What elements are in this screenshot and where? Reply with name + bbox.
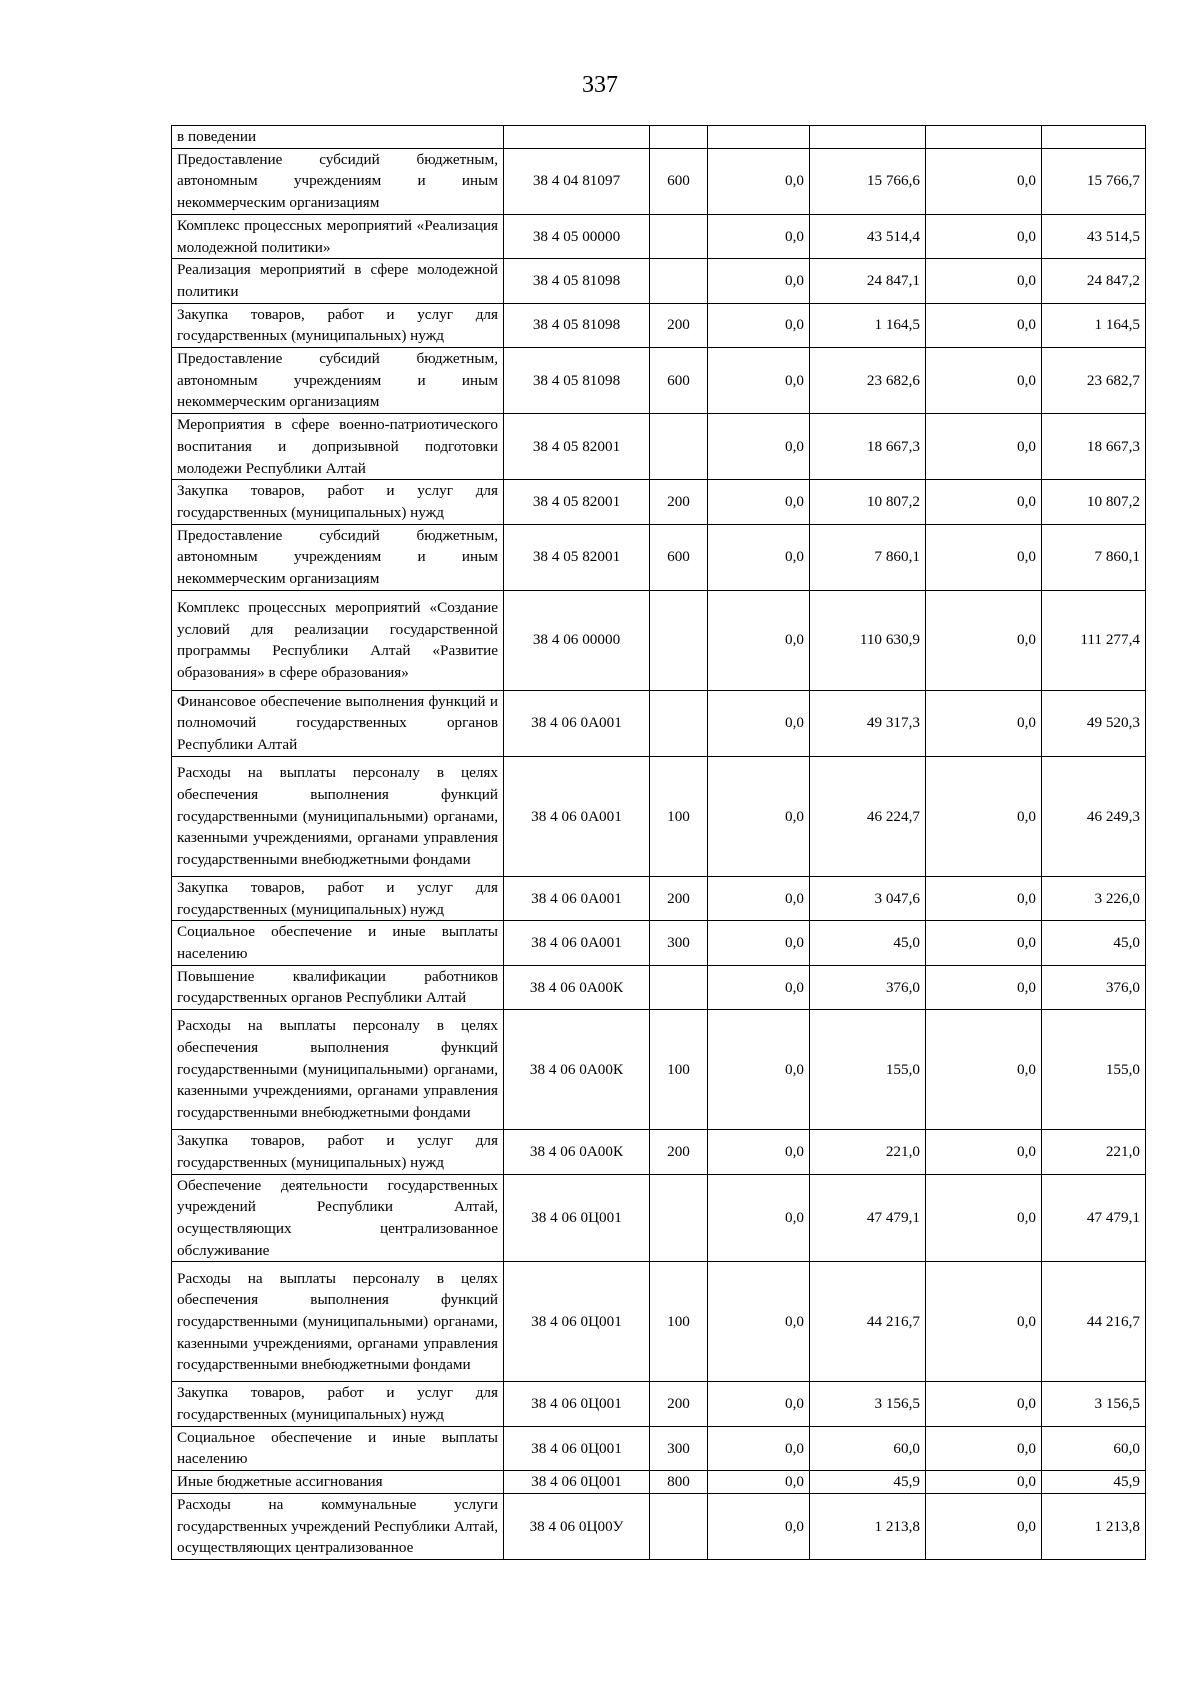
row-code-cell: 38 4 05 82001 <box>504 524 650 590</box>
table-row <box>172 1382 1146 1426</box>
row-value-cell-1: 0,0 <box>708 214 810 258</box>
row-value-cell-1: 0,0 <box>708 1382 810 1426</box>
row-value-cell-2: 45,9 <box>810 1471 926 1494</box>
row-value-cell-1: 0,0 <box>708 1174 810 1262</box>
row-value-cell-1: 0,0 <box>708 259 810 303</box>
row-name-cell: Предоставление субсидий бюджетным, автономным учреждениям и иным некоммерческим организациям <box>172 524 504 590</box>
row-value-cell-3: 0,0 <box>926 1493 1042 1559</box>
row-name-cell: Финансовое обеспечение выполнения функций и полномочий государственных органов Республики Алтай <box>172 690 504 756</box>
row-code-cell: 38 4 06 0А00К <box>504 1130 650 1174</box>
row-value-cell-4: 49 520,3 <box>1042 690 1146 756</box>
row-value-cell-3: 0,0 <box>926 524 1042 590</box>
row-expense-type-cell: 100 <box>650 756 708 876</box>
row-name-cell: Предоставление субсидий бюджетным, автономным учреждениям и иным некоммерческим организациям <box>172 148 504 214</box>
table-row <box>172 524 1146 590</box>
row-name-cell: Расходы на выплаты персоналу в целях обеспечения выполнения функций государственными (муниципальными) органами, казенными учреждениями, органами управления государственными внебюджетными фондами <box>172 1262 504 1382</box>
table-row <box>172 348 1146 414</box>
row-code-cell: 38 4 06 0Ц00У <box>504 1493 650 1559</box>
row-value-cell-2: 60,0 <box>810 1426 926 1470</box>
row-value-cell-2: 23 682,6 <box>810 348 926 414</box>
table-row <box>172 1010 1146 1130</box>
row-value-cell-2: 221,0 <box>810 1130 926 1174</box>
row-value-cell-1: 0,0 <box>708 1426 810 1470</box>
row-value-cell-3: 0,0 <box>926 1130 1042 1174</box>
row-expense-type-cell: 200 <box>650 1130 708 1174</box>
row-value-cell-2 <box>810 126 926 149</box>
row-code-cell: 38 4 06 0А001 <box>504 876 650 920</box>
row-value-cell-3: 0,0 <box>926 414 1042 480</box>
row-expense-type-cell: 100 <box>650 1262 708 1382</box>
row-value-cell-3: 0,0 <box>926 1010 1042 1130</box>
table-row <box>172 480 1146 524</box>
row-value-cell-4: 376,0 <box>1042 965 1146 1009</box>
row-expense-type-cell <box>650 1174 708 1262</box>
table-row <box>172 921 1146 965</box>
row-name-cell: Реализация мероприятий в сфере молодежной политики <box>172 259 504 303</box>
row-value-cell-3: 0,0 <box>926 259 1042 303</box>
row-value-cell-2: 46 224,7 <box>810 756 926 876</box>
row-value-cell-1: 0,0 <box>708 524 810 590</box>
row-value-cell-1: 0,0 <box>708 1493 810 1559</box>
row-code-cell: 38 4 05 81098 <box>504 259 650 303</box>
row-value-cell-2: 3 047,6 <box>810 876 926 920</box>
row-expense-type-cell: 300 <box>650 921 708 965</box>
row-value-cell-1: 0,0 <box>708 148 810 214</box>
row-name-cell: Расходы на выплаты персоналу в целях обеспечения выполнения функций государственными (муниципальными) органами, казенными учреждениями, органами управления государственными внебюджетными фондами <box>172 1010 504 1130</box>
row-code-cell: 38 4 05 82001 <box>504 414 650 480</box>
row-code-cell: 38 4 06 0Ц001 <box>504 1174 650 1262</box>
row-value-cell-2: 376,0 <box>810 965 926 1009</box>
row-expense-type-cell: 100 <box>650 1010 708 1130</box>
row-value-cell-3: 0,0 <box>926 148 1042 214</box>
row-expense-type-cell <box>650 214 708 258</box>
row-value-cell-2: 3 156,5 <box>810 1382 926 1426</box>
row-value-cell-3: 0,0 <box>926 348 1042 414</box>
row-value-cell-3: 0,0 <box>926 480 1042 524</box>
row-name-cell: Мероприятия в сфере военно-патриотического воспитания и допризывной подготовки молодежи Республики Алтай <box>172 414 504 480</box>
table-row <box>172 303 1146 347</box>
row-value-cell-4: 111 277,4 <box>1042 590 1146 690</box>
row-code-cell <box>504 126 650 149</box>
row-value-cell-4: 221,0 <box>1042 1130 1146 1174</box>
row-expense-type-cell: 800 <box>650 1471 708 1494</box>
row-name-cell: Обеспечение деятельности государственных учреждений Республики Алтай, осуществляющих централизованное обслуживание <box>172 1174 504 1262</box>
row-value-cell-3 <box>926 126 1042 149</box>
table-row <box>172 1174 1146 1262</box>
row-name-cell: Комплекс процессных мероприятий «Реализация молодежной политики» <box>172 214 504 258</box>
row-value-cell-3: 0,0 <box>926 921 1042 965</box>
row-expense-type-cell: 600 <box>650 524 708 590</box>
row-value-cell-4: 45,9 <box>1042 1471 1146 1494</box>
table-row <box>172 590 1146 690</box>
row-name-cell: Расходы на выплаты персоналу в целях обеспечения выполнения функций государственными (муниципальными) органами, казенными учреждениями, органами управления государственными внебюджетными фондами <box>172 756 504 876</box>
row-value-cell-4: 3 156,5 <box>1042 1382 1146 1426</box>
table-body <box>172 126 1146 1560</box>
row-code-cell: 38 4 06 0А001 <box>504 690 650 756</box>
table-row <box>172 259 1146 303</box>
row-value-cell-1: 0,0 <box>708 590 810 690</box>
row-value-cell-2: 1 213,8 <box>810 1493 926 1559</box>
row-value-cell-1: 0,0 <box>708 1262 810 1382</box>
row-value-cell-2: 24 847,1 <box>810 259 926 303</box>
row-value-cell-1: 0,0 <box>708 965 810 1009</box>
table-row <box>172 1426 1146 1470</box>
table-row <box>172 1493 1146 1559</box>
row-expense-type-cell <box>650 690 708 756</box>
row-expense-type-cell: 200 <box>650 876 708 920</box>
row-value-cell-3: 0,0 <box>926 1174 1042 1262</box>
row-name-cell: Комплекс процессных мероприятий «Создание условий для реализации государственной программы Республики Алтай «Развитие образования» в сфере образования» <box>172 590 504 690</box>
row-value-cell-2: 155,0 <box>810 1010 926 1130</box>
row-value-cell-3: 0,0 <box>926 590 1042 690</box>
row-code-cell: 38 4 06 0А001 <box>504 756 650 876</box>
row-value-cell-2: 110 630,9 <box>810 590 926 690</box>
table-row <box>172 965 1146 1009</box>
row-value-cell-4: 60,0 <box>1042 1426 1146 1470</box>
row-value-cell-2: 47 479,1 <box>810 1174 926 1262</box>
row-value-cell-2: 49 317,3 <box>810 690 926 756</box>
row-value-cell-4: 10 807,2 <box>1042 480 1146 524</box>
row-value-cell-2: 18 667,3 <box>810 414 926 480</box>
table-row <box>172 214 1146 258</box>
row-value-cell-3: 0,0 <box>926 690 1042 756</box>
row-value-cell-1: 0,0 <box>708 1130 810 1174</box>
row-code-cell: 38 4 06 00000 <box>504 590 650 690</box>
row-value-cell-3: 0,0 <box>926 756 1042 876</box>
row-value-cell-1: 0,0 <box>708 414 810 480</box>
row-value-cell-4: 47 479,1 <box>1042 1174 1146 1262</box>
row-code-cell: 38 4 06 0А00К <box>504 1010 650 1130</box>
row-code-cell: 38 4 06 0А00К <box>504 965 650 1009</box>
row-value-cell-2: 15 766,6 <box>810 148 926 214</box>
row-code-cell: 38 4 04 81097 <box>504 148 650 214</box>
table-row <box>172 756 1146 876</box>
row-code-cell: 38 4 05 81098 <box>504 303 650 347</box>
row-value-cell-2: 45,0 <box>810 921 926 965</box>
row-value-cell-1: 0,0 <box>708 303 810 347</box>
row-value-cell-4: 43 514,5 <box>1042 214 1146 258</box>
row-name-cell: Иные бюджетные ассигнования <box>172 1471 504 1494</box>
row-value-cell-3: 0,0 <box>926 876 1042 920</box>
row-value-cell-3: 0,0 <box>926 214 1042 258</box>
table-row <box>172 126 1146 149</box>
row-value-cell-4: 44 216,7 <box>1042 1262 1146 1382</box>
row-code-cell: 38 4 06 0Ц001 <box>504 1426 650 1470</box>
row-expense-type-cell: 600 <box>650 348 708 414</box>
row-name-cell: Расходы на коммунальные услуги государственных учреждений Республики Алтай, осуществляющих централизованное <box>172 1493 504 1559</box>
row-value-cell-1: 0,0 <box>708 921 810 965</box>
row-value-cell-4: 1 213,8 <box>1042 1493 1146 1559</box>
row-code-cell: 38 4 05 81098 <box>504 348 650 414</box>
row-value-cell-1: 0,0 <box>708 1010 810 1130</box>
row-value-cell-4: 46 249,3 <box>1042 756 1146 876</box>
row-value-cell-2: 10 807,2 <box>810 480 926 524</box>
row-name-cell: Закупка товаров, работ и услуг для государственных (муниципальных) нужд <box>172 480 504 524</box>
row-value-cell-1: 0,0 <box>708 1471 810 1494</box>
row-value-cell-2: 1 164,5 <box>810 303 926 347</box>
row-expense-type-cell: 200 <box>650 303 708 347</box>
row-value-cell-3: 0,0 <box>926 1471 1042 1494</box>
row-value-cell-2: 43 514,4 <box>810 214 926 258</box>
row-code-cell: 38 4 06 0Ц001 <box>504 1382 650 1426</box>
table-row <box>172 414 1146 480</box>
table-row <box>172 690 1146 756</box>
row-value-cell-3: 0,0 <box>926 1382 1042 1426</box>
table-row <box>172 1262 1146 1382</box>
row-name-cell: Предоставление субсидий бюджетным, автономным учреждениям и иным некоммерческим организациям <box>172 348 504 414</box>
budget-table <box>171 125 1146 1560</box>
row-name-cell: Закупка товаров, работ и услуг для государственных (муниципальных) нужд <box>172 303 504 347</box>
row-expense-type-cell <box>650 1493 708 1559</box>
table-row <box>172 1130 1146 1174</box>
row-value-cell-1: 0,0 <box>708 348 810 414</box>
row-expense-type-cell: 200 <box>650 1382 708 1426</box>
row-value-cell-1: 0,0 <box>708 690 810 756</box>
row-expense-type-cell: 600 <box>650 148 708 214</box>
row-code-cell: 38 4 05 00000 <box>504 214 650 258</box>
row-expense-type-cell <box>650 414 708 480</box>
row-value-cell-2: 44 216,7 <box>810 1262 926 1382</box>
row-code-cell: 38 4 05 82001 <box>504 480 650 524</box>
row-name-cell: Повышение квалификации работников государственных органов Республики Алтай <box>172 965 504 1009</box>
row-value-cell-3: 0,0 <box>926 1426 1042 1470</box>
table-row <box>172 1471 1146 1494</box>
row-code-cell: 38 4 06 0Ц001 <box>504 1262 650 1382</box>
row-name-cell: в поведении <box>172 126 504 149</box>
row-value-cell-2: 7 860,1 <box>810 524 926 590</box>
row-value-cell-4: 24 847,2 <box>1042 259 1146 303</box>
row-value-cell-4: 7 860,1 <box>1042 524 1146 590</box>
row-expense-type-cell <box>650 259 708 303</box>
table-row <box>172 148 1146 214</box>
row-value-cell-3: 0,0 <box>926 1262 1042 1382</box>
row-value-cell-4: 23 682,7 <box>1042 348 1146 414</box>
row-name-cell: Закупка товаров, работ и услуг для государственных (муниципальных) нужд <box>172 1382 504 1426</box>
row-value-cell-4: 18 667,3 <box>1042 414 1146 480</box>
row-value-cell-3: 0,0 <box>926 965 1042 1009</box>
row-value-cell-4: 155,0 <box>1042 1010 1146 1130</box>
row-name-cell: Социальное обеспечение и иные выплаты населению <box>172 921 504 965</box>
row-expense-type-cell <box>650 126 708 149</box>
row-value-cell-4: 15 766,7 <box>1042 148 1146 214</box>
row-expense-type-cell <box>650 965 708 1009</box>
row-expense-type-cell: 200 <box>650 480 708 524</box>
row-name-cell: Закупка товаров, работ и услуг для государственных (муниципальных) нужд <box>172 876 504 920</box>
row-value-cell-1: 0,0 <box>708 480 810 524</box>
row-expense-type-cell <box>650 590 708 690</box>
row-value-cell-4: 45,0 <box>1042 921 1146 965</box>
row-value-cell-4: 3 226,0 <box>1042 876 1146 920</box>
row-expense-type-cell: 300 <box>650 1426 708 1470</box>
table-row <box>172 876 1146 920</box>
row-value-cell-1 <box>708 126 810 149</box>
row-value-cell-1: 0,0 <box>708 756 810 876</box>
row-value-cell-3: 0,0 <box>926 303 1042 347</box>
row-value-cell-1: 0,0 <box>708 876 810 920</box>
row-code-cell: 38 4 06 0Ц001 <box>504 1471 650 1494</box>
row-name-cell: Социальное обеспечение и иные выплаты населению <box>172 1426 504 1470</box>
row-value-cell-4: 1 164,5 <box>1042 303 1146 347</box>
row-value-cell-4 <box>1042 126 1146 149</box>
row-name-cell: Закупка товаров, работ и услуг для государственных (муниципальных) нужд <box>172 1130 504 1174</box>
page-number: 337 <box>582 72 618 98</box>
row-code-cell: 38 4 06 0А001 <box>504 921 650 965</box>
